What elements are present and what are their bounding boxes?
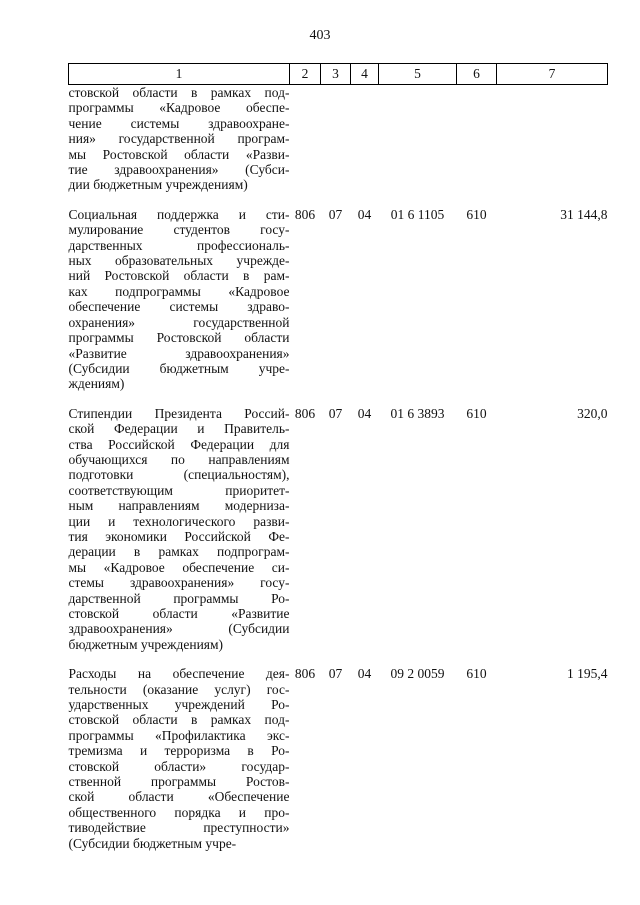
column-header-3: 3 [321,64,351,85]
description-line: тельности (оказание услуг) гос- [68,681,290,697]
expense-description [69,85,290,193]
description-line: (Субсидии бюджетным учре- [68,835,237,851]
expense-type-code [457,85,497,193]
description-line: чение системы здравоохране- [68,115,290,131]
description-line: ской Федерации и Правитель- [68,421,290,437]
section-code: 07 [328,666,343,682]
description-line: мулирование студентов госу- [68,222,290,238]
description-line: тие здравоохранения» (Субси- [68,162,290,178]
amount: 320,0 [577,405,608,421]
target-article-code: 01 6 1105 [390,206,445,222]
description-line: дарственных профессиональ- [68,237,290,253]
column-header-5: 5 [379,64,457,85]
description-line: ных образовательных учрежде- [68,253,290,269]
description-line: обучающихся по направлениям [68,451,290,467]
description-line: обеспечение системы здраво- [68,299,290,315]
description-line: программы «Кадровое обеспе- [68,100,290,116]
section-code: 07 [328,405,343,421]
ministry-code: 806 [294,206,316,222]
expense-type-code: 610 [466,405,487,421]
column-header-2: 2 [290,64,321,85]
description-line: (Субсидии бюджетным учре- [68,360,290,376]
description-line: ударственных учреждений Ро- [68,697,290,713]
description-line: стовской области в рамках под- [68,85,290,100]
ministry-code: 806 [294,666,316,682]
table-row [69,666,608,851]
subsection-code [351,85,379,193]
description-line: тия экономики Российской Фе- [68,528,290,544]
table-row [69,207,608,392]
section-code [321,85,351,193]
column-header-7: 7 [497,64,608,85]
description-line: программы Ростовской области [68,330,290,346]
description-line: мы «Кадровое обеспечение си- [68,559,290,575]
description-line: ждениям) [68,376,125,392]
description-line: подготовки (специальностям), [68,467,290,483]
description-line: стовской области «Развитие [68,606,290,621]
description-line: «Развитие здравоохранения» [68,345,290,361]
description-line: стемы здравоохранения» госу- [68,575,290,591]
row-spacer [69,652,608,666]
description-line: здравоохранения» (Субсидии [68,621,290,637]
row-spacer [69,392,608,406]
description-line: мы Ростовской области «Разви- [68,146,290,162]
expense-type-code: 610 [466,666,487,682]
description-line: Социальная поддержка и сти- [68,206,290,222]
description-line: дарственной программы Ро- [68,590,290,606]
row-spacer [69,193,608,207]
header-row [69,64,608,85]
subsection-code: 04 [357,666,372,682]
description-line: ства Российской Федерации для [68,436,290,452]
description-line: тиводействие преступности» [68,820,290,836]
amount: 1 195,4 [567,666,608,682]
target-article-code: 09 2 0059 [390,666,445,682]
table-row [69,406,608,653]
description-line: ным направлениям модерниза- [68,498,290,514]
description-line: программы «Профилактика экс- [68,727,290,743]
table-row [69,85,608,193]
expense-description [69,666,290,851]
description-line: ния» государственной програм- [68,131,290,147]
description-line: охранения» государственной [68,314,290,330]
subsection-code: 04 [357,206,372,222]
amount: 31 144,8 [560,206,608,222]
target-article-code: 01 6 3893 [390,405,445,421]
expense-description [69,406,290,653]
description-line: дерации в рамках подпрограм- [68,544,290,560]
description-line: ках подпрограммы «Кадровое [68,283,290,299]
page-number: 403 [309,28,331,43]
subsection-code: 04 [357,405,372,421]
ministry-code: 806 [294,405,316,421]
amount [497,85,608,193]
description-line: ственной программы Ростов- [68,774,290,790]
description-line: дии бюджетным учреждениям) [68,177,248,193]
description-line: стовской области в рамках под- [68,712,290,728]
description-line: тремизма и терроризма в Ро- [68,743,290,759]
expense-description [69,207,290,392]
ministry-code [290,85,321,193]
description-line: Расходы на обеспечение дея- [68,666,290,682]
column-header-6: 6 [457,64,497,85]
description-line: соответствующим приоритет- [68,482,290,498]
description-line: бюджетным учреждениям) [68,636,224,652]
budget-table [68,63,608,851]
description-line: общественного порядка и про- [68,804,290,820]
section-code: 07 [328,206,343,222]
expense-type-code: 610 [466,206,487,222]
description-line: стовской области» государ- [68,758,290,774]
description-line: ний Ростовской области в рам- [68,268,290,284]
description-line: Стипендии Президента Россий- [68,405,290,421]
description-line: ской области «Обеспечение [68,789,290,805]
description-line: ции и технологического разви- [68,513,290,529]
target-article-code [379,85,457,193]
column-header-4: 4 [351,64,379,85]
column-header-1: 1 [69,64,290,85]
